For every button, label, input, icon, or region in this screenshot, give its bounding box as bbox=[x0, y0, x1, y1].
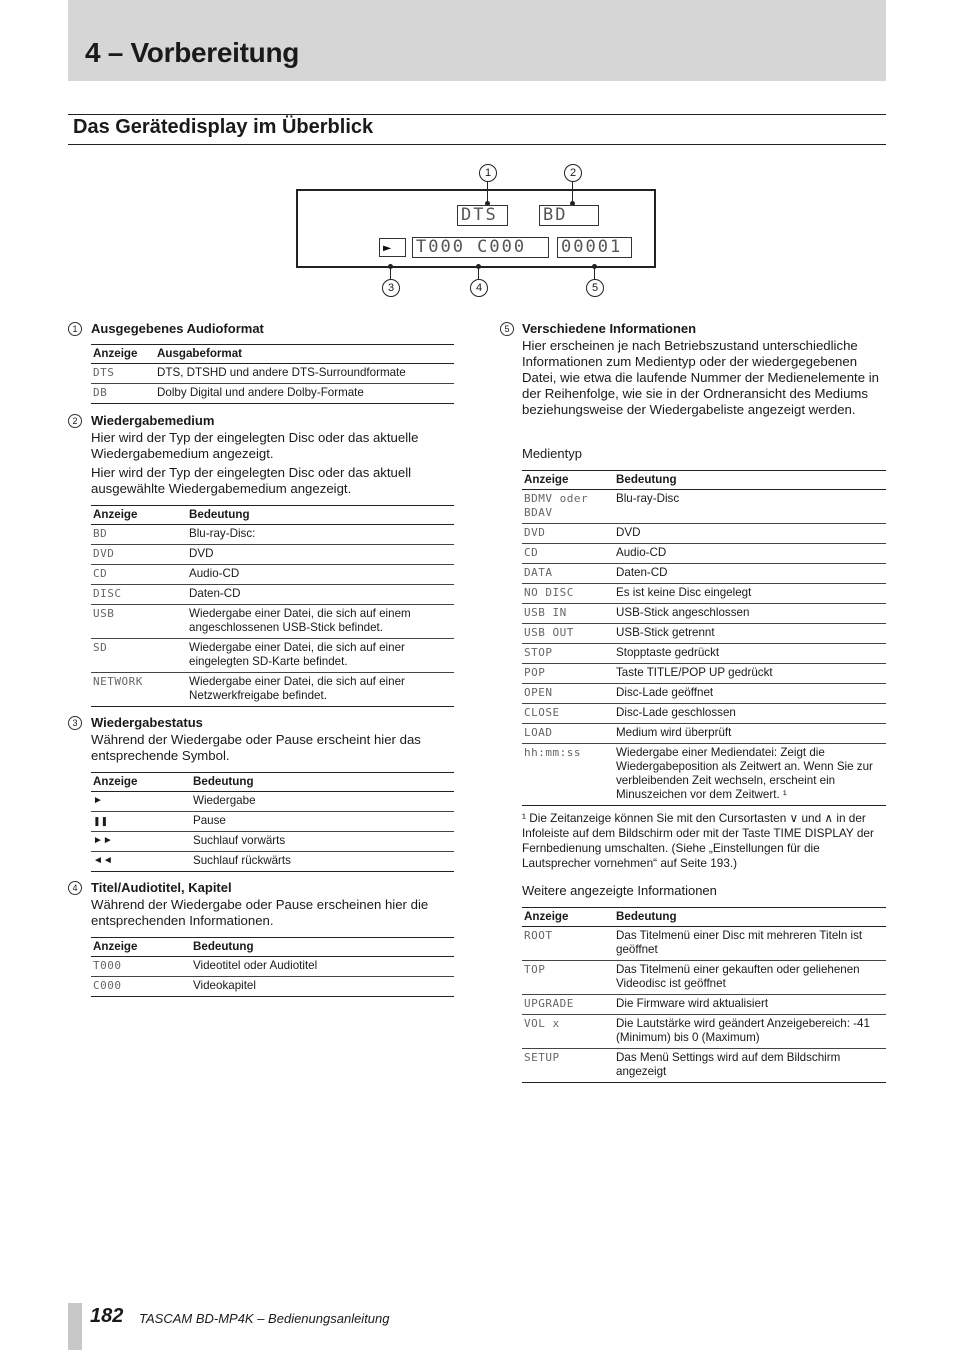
lcd-audio-format: DTS bbox=[457, 205, 508, 226]
table-row bbox=[522, 524, 886, 544]
table-cell: Audio-CD bbox=[187, 565, 454, 585]
play-icon: ► bbox=[91, 792, 191, 812]
table-cell: Daten-CD bbox=[614, 564, 886, 584]
paragraph: Während der Wiedergabe oder Pause erscheinen hier die entsprechenden Informationen. bbox=[91, 897, 429, 928]
table-cell: Das Titelmenü einer Disc mit mehreren Titeln ist geöffnet bbox=[614, 927, 886, 961]
callout-5: 5 bbox=[586, 279, 604, 297]
callout-4: 4 bbox=[470, 279, 488, 297]
lcd-play-status: ► bbox=[379, 238, 406, 257]
table-cell: DB bbox=[91, 384, 155, 404]
item-title: Ausgegebenes Audioformat bbox=[91, 321, 264, 336]
table-row bbox=[522, 1049, 886, 1083]
table-header: Bedeutung bbox=[191, 938, 454, 957]
table-row bbox=[91, 852, 454, 872]
table-row bbox=[522, 1015, 886, 1049]
table-cell: CD bbox=[91, 565, 187, 585]
table-cell: DATA bbox=[522, 564, 614, 584]
table-cell: Wiedergabe einer Datei, die sich auf einem angeschlossenen USB-Stick befindet. bbox=[187, 605, 454, 639]
pause-icon: ❚❚ bbox=[91, 812, 191, 832]
table-header: Bedeutung bbox=[614, 471, 886, 490]
table-row bbox=[522, 490, 886, 524]
lcd-media: BD bbox=[539, 205, 599, 226]
media-table bbox=[91, 505, 454, 707]
table-header: Anzeige bbox=[522, 908, 614, 927]
table-row bbox=[522, 544, 886, 564]
table-caption: Weitere angezeigte Informationen bbox=[522, 883, 717, 898]
table-cell: C000 bbox=[91, 977, 191, 997]
table-row bbox=[91, 977, 454, 997]
table-cell: BDMV oder BDAV bbox=[522, 490, 614, 524]
table-cell: DTS bbox=[91, 364, 155, 384]
table-row bbox=[91, 605, 454, 639]
table-cell: BD bbox=[91, 525, 187, 545]
table-row bbox=[91, 545, 454, 565]
status-table bbox=[91, 772, 454, 872]
table-row bbox=[91, 812, 454, 832]
table-cell: Videotitel oder Audiotitel bbox=[191, 957, 454, 977]
table-row bbox=[91, 673, 454, 707]
chapter-title: 4 – Vorbereitung bbox=[85, 37, 300, 68]
callout-3: 3 bbox=[382, 279, 400, 297]
paragraph: Während der Wiedergabe oder Pause erscheint hier das entsprechende Symbol. bbox=[91, 732, 421, 763]
page-number: 182 bbox=[90, 1305, 124, 1327]
table-header: Anzeige bbox=[522, 471, 614, 490]
table-cell: CD bbox=[522, 544, 614, 564]
leader-line bbox=[390, 266, 391, 280]
table-row bbox=[91, 565, 454, 585]
table-cell: NETWORK bbox=[91, 673, 187, 707]
footnote: ¹ Die Zeitanzeige können Sie mit den Cursortasten ∨ und ∧ in der Infoleiste auf dem Bildschirm oder mit der Taste TIME DISPLAY der Fernbedienung umschalten. (Siehe „Einstellungen für die Lautsprecher vornehmen“ auf Seite 193.) bbox=[522, 811, 874, 870]
table-cell: USB-Stick getrennt bbox=[614, 624, 886, 644]
table-cell: Das Titelmenü einer gekauften oder geliehenen Videodisc ist geöffnet bbox=[614, 961, 886, 995]
table-header: Anzeige bbox=[91, 938, 191, 957]
table-cell: SD bbox=[91, 639, 187, 673]
paragraph: Hier erscheinen je nach Betriebszustand unterschiedliche Informationen zum Medientyp oder der wiedergegebenen Datei, wie etwa die laufende Nummer der Medienelemente in der Reihenfolge, wie sie in der Ordneransicht des Mediums beziehungsweise der Wiedergabeliste angezeigt werden. bbox=[522, 338, 879, 417]
table-row bbox=[522, 927, 886, 961]
leader-line bbox=[594, 266, 595, 280]
footer-text: TASCAM BD-MP4K – Bedienungsanleitung bbox=[139, 1311, 390, 1326]
table-cell: DVD bbox=[614, 524, 886, 544]
table-cell: Medium wird überprüft bbox=[614, 724, 886, 744]
lcd-title-chapter: T000 C000 bbox=[412, 237, 549, 258]
divider bbox=[68, 114, 886, 115]
table-cell: Die Firmware wird aktualisiert bbox=[614, 995, 886, 1015]
table-cell: Blu-ray-Disc bbox=[614, 490, 886, 524]
table-header: Anzeige bbox=[91, 506, 187, 525]
table-row bbox=[522, 684, 886, 704]
table-cell: Stopptaste gedrückt bbox=[614, 644, 886, 664]
table-cell: Wiedergabe bbox=[191, 792, 454, 812]
paragraph: Hier wird der Typ der eingelegten Disc oder das aktuell ausgewählte Wiedergabemedium angezeigt. bbox=[91, 465, 412, 496]
table-row bbox=[522, 624, 886, 644]
table-cell: USB-Stick angeschlossen bbox=[614, 604, 886, 624]
table-cell: VOL x bbox=[522, 1015, 614, 1049]
table-cell: DVD bbox=[187, 545, 454, 565]
table-cell: DVD bbox=[91, 545, 187, 565]
item-number: 3 bbox=[68, 716, 82, 730]
table-caption: Medientyp bbox=[522, 446, 582, 461]
table-row bbox=[91, 792, 454, 812]
table-row bbox=[522, 724, 886, 744]
item-title: Titel/Audiotitel, Kapitel bbox=[91, 880, 232, 895]
table-row bbox=[522, 564, 886, 584]
other-info-table bbox=[522, 907, 886, 1083]
table-cell: OPEN bbox=[522, 684, 614, 704]
table-row bbox=[91, 957, 454, 977]
table-cell: Disc-Lade geschlossen bbox=[614, 704, 886, 724]
table-row bbox=[91, 364, 454, 384]
fast-forward-icon: ►► bbox=[91, 832, 191, 852]
table-cell: Suchlauf vorwärts bbox=[191, 832, 454, 852]
callout-1: 1 bbox=[479, 164, 497, 182]
table-header: Ausgabeformat bbox=[155, 345, 454, 364]
table-cell: TOP bbox=[522, 961, 614, 995]
table-cell: USB IN bbox=[522, 604, 614, 624]
table-row bbox=[522, 961, 886, 995]
table-row bbox=[522, 644, 886, 664]
rewind-icon: ◄◄ bbox=[91, 852, 191, 872]
table-cell: Das Menü Settings wird auf dem Bildschirm angezeigt bbox=[614, 1049, 886, 1083]
section-title: Das Gerätedisplay im Überblick bbox=[73, 116, 374, 138]
table-cell: Daten-CD bbox=[187, 585, 454, 605]
table-cell: T000 bbox=[91, 957, 191, 977]
table-cell: NO DISC bbox=[522, 584, 614, 604]
table-cell: Audio-CD bbox=[614, 544, 886, 564]
table-cell: DTS, DTSHD und andere DTS-Surroundformate bbox=[155, 364, 454, 384]
table-row bbox=[91, 832, 454, 852]
table-cell: USB OUT bbox=[522, 624, 614, 644]
footer-bar bbox=[68, 1303, 82, 1350]
lcd-info: 00001 bbox=[557, 237, 632, 258]
table-cell: Blu-ray-Disc: bbox=[187, 525, 454, 545]
table-cell: DVD bbox=[522, 524, 614, 544]
table-cell: Wiedergabe einer Mediendatei: Zeigt die Wiedergabeposition als Zeitwert an. Wenn Sie zur verbleibenden Zeit wechseln, erscheint ein Minuszeichen vor dem Zeitwert. ¹ bbox=[614, 744, 886, 806]
table-cell: Die Lautstärke wird geändert Anzeigebereich: -41 (Minimum) bis 0 (Maximum) bbox=[614, 1015, 886, 1049]
table-header: Anzeige bbox=[91, 345, 155, 364]
table-row bbox=[91, 384, 454, 404]
table-row bbox=[522, 995, 886, 1015]
table-header: Bedeutung bbox=[191, 773, 454, 792]
table-cell: USB bbox=[91, 605, 187, 639]
item-title: Wiedergabemedium bbox=[91, 413, 215, 428]
table-cell: DISC bbox=[91, 585, 187, 605]
table-cell: Dolby Digital und andere Dolby-Formate bbox=[155, 384, 454, 404]
table-row bbox=[522, 664, 886, 684]
table-row bbox=[522, 604, 886, 624]
table-header: Bedeutung bbox=[187, 506, 454, 525]
table-row bbox=[91, 525, 454, 545]
table-cell: POP bbox=[522, 664, 614, 684]
item-title: Verschiedene Informationen bbox=[522, 321, 697, 336]
table-cell: Wiedergabe einer Datei, die sich auf einer eingelegten SD-Karte befindet. bbox=[187, 639, 454, 673]
divider bbox=[68, 144, 886, 145]
table-cell: Suchlauf rückwärts bbox=[191, 852, 454, 872]
callout-2: 2 bbox=[564, 164, 582, 182]
table-cell: LOAD bbox=[522, 724, 614, 744]
leader-line bbox=[478, 266, 479, 280]
table-cell: Videokapitel bbox=[191, 977, 454, 997]
media-type-table bbox=[522, 470, 886, 806]
chapter-header bbox=[68, 0, 886, 81]
table-header: Anzeige bbox=[91, 773, 191, 792]
table-row bbox=[522, 704, 886, 724]
paragraph: Hier wird der Typ der eingelegten Disc oder das aktuelle Wiedergabemedium angezeigt. bbox=[91, 430, 419, 461]
table-cell: CLOSE bbox=[522, 704, 614, 724]
item-title: Wiedergabestatus bbox=[91, 715, 203, 730]
lcd-display bbox=[296, 189, 656, 268]
table-cell: Taste TITLE/POP UP gedrückt bbox=[614, 664, 886, 684]
table-header: Bedeutung bbox=[614, 908, 886, 927]
table-cell: Es ist keine Disc eingelegt bbox=[614, 584, 886, 604]
table-cell: hh:mm:ss bbox=[522, 744, 614, 806]
title-chapter-table bbox=[91, 937, 454, 997]
item-number: 2 bbox=[68, 414, 82, 428]
table-cell: Disc-Lade geöffnet bbox=[614, 684, 886, 704]
item-number: 5 bbox=[500, 322, 514, 336]
table-cell: SETUP bbox=[522, 1049, 614, 1083]
table-row bbox=[91, 639, 454, 673]
table-cell: Wiedergabe einer Datei, die sich auf einer Netzwerkfreigabe befindet. bbox=[187, 673, 454, 707]
table-row bbox=[522, 584, 886, 604]
item-number: 1 bbox=[68, 322, 82, 336]
table-row bbox=[91, 585, 454, 605]
table-cell: STOP bbox=[522, 644, 614, 664]
item-number: 4 bbox=[68, 881, 82, 895]
audio-format-table bbox=[91, 344, 454, 404]
table-cell: UPGRADE bbox=[522, 995, 614, 1015]
table-cell: Pause bbox=[191, 812, 454, 832]
table-cell: ROOT bbox=[522, 927, 614, 961]
table-row bbox=[522, 744, 886, 806]
